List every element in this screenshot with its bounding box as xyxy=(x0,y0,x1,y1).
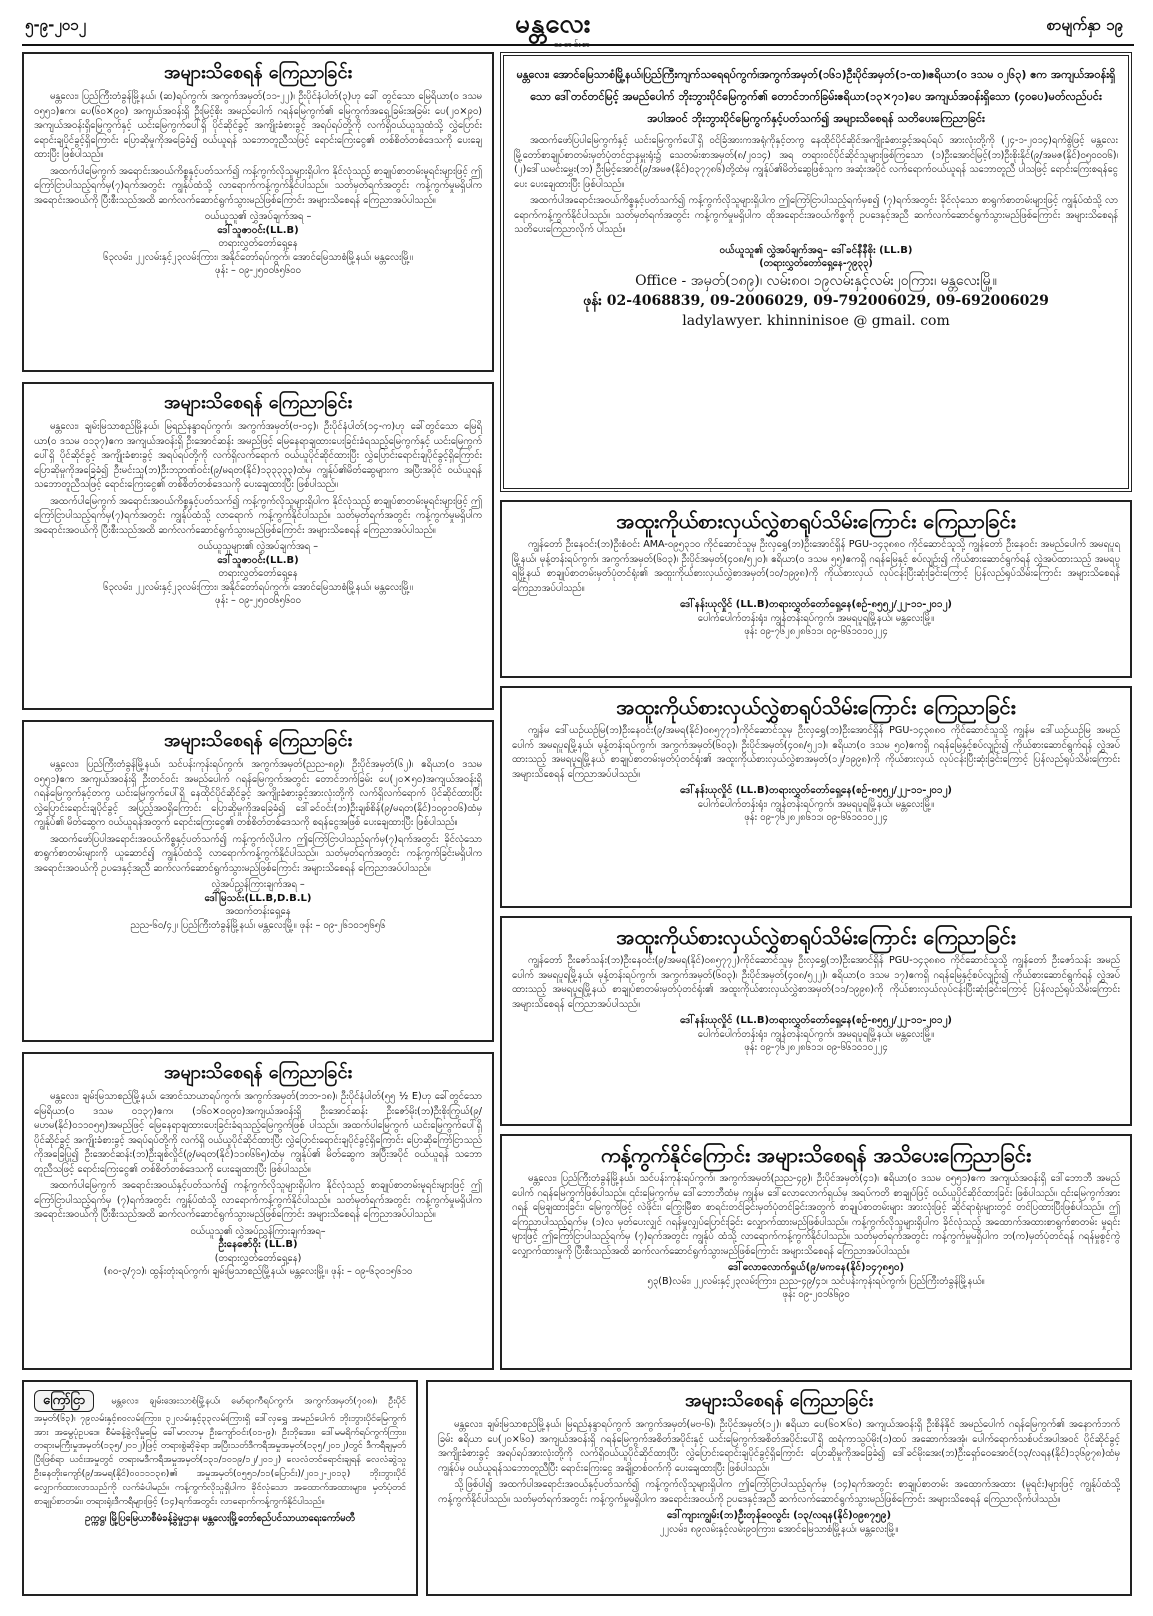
objection-body xyxy=(512,1172,1120,1259)
ad-box-3 xyxy=(22,720,494,1042)
notice-headline: မန္တလေး၊ အောင်မြေသာစံမြို့နယ်၊ပြည်ကြီးကျက်သရေရပ်ကွက်၊အကွက်အမှတ်(၁၆၁)ဦးပိုင်အမှတ်(၁-ထ)၊ဧရိယာ(၀ ဒသမ ၀၂၆၃) ဧက အကျယ်အဝန်းရှိသော ဒေါ်တင်တင်မြင့် အမည်ပေါက် ဘိုးဘွားပိုင်မြေကွက်၏ တောင်ဘက်ခြမ်းဧရိယာ(၁၃×၇၁)ပေ အကျယ်အဝန်းရှိသော (၄၀ပေ)မတ်လည်ပင်းအပါအဝင် ဘိုးဘွားပိုင်မြေကွက်နှင့်ပတ်သက်၍ အများသိစေရန် သတိပေးကြေညာခြင်း xyxy=(516,68,1116,125)
ad-paragraph: မန္တလေး၊ ချမ်းမြသာစည်မြို့နယ်၊ အောင်သာယာရပ်ကွက်၊ အကွက်အမှတ်(ဘဘ-၁၈)၊ ဦးပိုင်နံပါတ်(၅၅ ½ E)ဟု ခေါ်တွင်သော မြေရိယာ(၀ ဒသမ ၀၁၃၇)ဧက၊ (၁၆၀×၀၀၉၀)အကျယ်အဝန်းရှိ ဦးအောင်ဆန်း ဦးဇော်မိုး(ဘ)ဦးစိုးကြွယ်(၉/မဟမ(နိုင်)၀၁၁၀၅၅)အမည်ဖြင့် မြေနေရာချထားပေးခြင်းခံရသည့်မြေကွက်ဖြစ် ပါသည်။ အထက်ပါမြေကွက် ယင်းမြေကွက်ပေါ်ရှိ ပိုင်ဆိုင်ခွင့် အကျိုးခံစားခွင့် အရပ်ရပ်တို့ကို လက်ရှိ ဝယ်ယူပိုင်ဆိုင်ထားပြီး လွှဲပြောင်းရောင်းချပိုင်ခွင့်ရှိကြောင်း ပြောဆိုကြော်ငြာသည်ကိုအခြေပြု၍ ဦးအောင်ဆန်း(ဘ)ဦးချစ်လှိုင်(၉/မရတ(နိုင်)၁၁၈၆၆၅)ထံမှ ကျွန်ုပ်၏ မိတ်ဆွေက အပြီးအပိုင် ဝယ်ယူရန် သဘော တူညီသဖြင့် ရောင်းကြေးငွေ၏ တစ်စိတ်တစ်ဒေသကို ပေးချေထားပြီး ဖြစ်ပါသည်။ xyxy=(34,1091,482,1175)
ad-title: အများသိစေရန် ကြေညာခြင်း xyxy=(163,392,353,413)
sig-phone: ဖုန်း ၀၉-၇၆၂၈၂၈၆၁၁၊ ၀၉-၆၆၁၀၁၀၂၂၄ xyxy=(744,626,888,637)
ad-box-1 xyxy=(22,52,494,372)
official-notice-text: မန္တလေး၊ ချမ်းအေးသာစံမြို့နယ်၊ မော်ရာကီရပ်ကွက်၊ အကွက်အမှတ်(၇၀၈)၊ ဦးပိုင်အမှတ်(၆၃)၊ ၇၉လမ်းနှင့်၈၀လမ်းကြား၊ ၃၂လမ်းနှင့်၃၃လမ်းကြားရှိ ဒေါ်လှရွှေ အမည်ပေါက် ဘိုးဘွားပိုင်မြေကွက်အား အမွေပုံဥပဒေ၊ စီမံခန့်ခွဲလိုမှုမြေ ခေါ်မာလာမှ ဦးကျော်ဝင်း(၀၁-၉)၊ ဦးဘိုအေး၊ ဒေါ်မမရိက်ရပ်ကွက်ကြား၊ တရားမကြီးမှုအမှတ်(၁၃၅/၂၀၁၂)ဖြင့် တရားစွဲဆိုခဲ့ရာ အပြီးသတ်ဒီကရီအမှုအမှတ်(၁၃၅/၂၀၁၂)တွင် ဒီကရီချမှတ်ပြီးဖြစ်ရာ ယင်းအမှုတွင် တရားမဒီကရီအမှုအမှတ်(၁၃၁/၁၀၁၉/၁၂/၂၀၁၂) လေလံတင်ရောင်းချရန် လေလံဆွဲသူ ဦးနေတိုးကျော်(၉/အမရ(နိုင်)၀၀၁၁၁၃၈)၏ အမှုအမှတ်(၀၅၅၁/၁၁(ပြောင်း)/၂၀၁၂-၂၀၁၃) ဘိုးဘွားပိုင် လျှောက်ထားလာသည်ကို လက်ခံပါမည်။ ကန့်ကွက်လိုသူရှိပါက ခိုင်လုံသော အထောက်အထားများ၊ မှတ်ပုံတင်စာချုပ်စာတမ်း၊ တရားရုံးဒီကရီများဖြင့် (၁၄)ရက်အတွင်း လာရောက်ကန့်ကွက်နိုင်ပါသည်။ xyxy=(34,1395,406,1507)
ad-paragraph: အထက်ပါမြေကွက် အရောင်းအဝယ်ကိစ္စနှင့်ပတ်သက်၍ ကန့်ကွက်လိုသူများရှိပါက နိုင်လုံသည့် စာချုပ်စာတမ်းမူရင်းများဖြင့် ဤကြော်ငြာပါသည့်ရက်မှ(၇)ရက်အတွင်း ကျွန်ုပ်ထံသို့ လာရောက် ကန့်ကွက်နိုင်ပါသည်။ သတ်မှတ်ရက်အတွင်း ကန့်ကွက်မှုမရှိပါက အရောင်းအဝယ်ကို ပြီးစီးသည်အထိ ဆက်လက်ဆောင်ရွက်သွားမည်ဖြစ်ကြောင်း အများသိစေရန် ကြေညာအပ်ပါသည်။ xyxy=(34,495,482,536)
sig-phone: ဖုန်း – ၀၉-၂၅၀၀၆၅၆၀၀ xyxy=(215,265,301,276)
notice-signature xyxy=(514,244,1118,271)
sig-address: ၂၂လမ်း၊ ၈၉လမ်းနှင့်လမ်း၉၀ကြား၊ အောင်မြေသာစံမြို့နယ်၊ မန္တလေးမြို့။ xyxy=(659,1523,899,1535)
ad-body xyxy=(34,1090,482,1223)
sig-phone: ဖုန်း ၀၉-၂၀၁၆၆၉၀ xyxy=(782,1289,850,1300)
sig-line: ဝယ်ယူသူ၏ လွှဲအပ်ချက်အရ – xyxy=(204,211,312,222)
notice-paragraph: အထက်ပါအရောင်းအဝယ်ကိစ္စနှင့်ပတ်သက်၍ ကန့်ကွက်လိုသူများရှိပါက ဤကြော်ငြာပါသည့်ရက်မှစ၍ (၇)ရက်အတွင်း ခိုင်လုံသော စာရွက်စာတမ်းများဖြင့် ကျွန်ုပ်ထံသို့ လာရောက်ကန့်ကွက်နိုင်ပါသည်။ သတ်မှတ်ရက်အတွင်း ကန့်ကွက်မှုမရှိပါက ထိုအရောင်းအဝယ်ကိစ္စကို ဥပဒေနှင့်အညီ ဆက်လက်ဆောင်ရွက်သွားမည်ဖြစ်ကြောင်း အများသိစေရန် သတိပေးကြေညာလိုက် ပါသည်။ xyxy=(514,195,1118,235)
ad-paragraph: သို့ဖြစ်ပါ၍ အထက်ပါအရောင်းအဝယ်နှင့်ပတ်သက်၍ ကန့်ကွက်လိုသူများရှိပါက ဤကြော်ငြာပါသည့်ရက်မှ (၁၄)ရက်အတွင်း စာချုပ်စာတမ်း အထောက်အထား (မူရင်း)များဖြင့် ကျွန်ုပ်ထံသို့ ကန့်ကွက်နိုင်ပါသည်။ သတ်မှတ်ရက်အတွင်း ကန့်ကွက်မှုမရှိပါက အရောင်းအဝယ်ကို ဥပဒေနှင့်အညီ ဆက်လက်ဆောင်ရွက်သွားမည်ဖြစ်ကြောင်း အများသိစေရန် ကြေညာလိုက်ပါသည်။ xyxy=(438,1479,1120,1505)
ad-title: အများသိစေရန် ကြေညာခြင်း xyxy=(163,62,353,83)
ad-paragraph: မန္တလေး၊ ပြည်ကြီးတံခွန်မြို့နယ်၊ သင်ပန်းကုန်းရပ်ကွက်၊ အကွက်အမှတ်(ညည-၈၉)၊ ဦးပိုင်အမှတ်(၆၂)၊ ဧရိယာ(၀ ဒသမ ၀၅၅၁)ဧက အကျယ်အဝန်းရှိ ဦးတင်ဝင်း အမည်ပေါက် ဂရန်မြေကွက်အတွင်း တောင်ဘက်ခြမ်း ပေ(၂၀×၅၀)အကျယ်အဝန်းရှိ ဂရန်မြေကွက်နှင့်တကွ ယင်းမြေကွက်ပေါ်ရှိ နေထိုင်ပိုင်ဆိုင်ခွင့် အကျိုးခံစားခွင့်အားလုံးတို့ကို လက်ရှိလက်ရောက် ပိုင်ဆိုင်ထားပြီး လွှဲပြောင်းရောင်းချပိုင်ခွင့် အပြည့်အဝရှိကြောင်း ပြောဆိုမှုကိုအခြေခံ၍ ဒေါ်ခင်ဝင်း(ဘ)ဦးချစ်စိန်(၉/မရတ(နိုင်)၁၀၉၁၀၆)ထံမှ ကျွန်ုပ်၏ မိတ်ဆွေက ဝယ်ယူရန်အတွက် ရောင်းကြေးငွေ၏ တစ်စိတ်တစ်ဒေသကို စရန်ငွေအဖြစ် ပေးချေထားပြီး ဖြစ်ပါသည်။ xyxy=(34,759,482,828)
sig-name: ဒေါ်လောလောက်ရှယ်(၉/မကနေ(နိုင်)၁၄၇၈၅၀) xyxy=(727,1262,905,1273)
ad-title: အများသိစေရန် ကြေညာခြင်း xyxy=(163,1062,353,1083)
license-title: အထူးကိုယ်စားလှယ်လွှဲစာရုပ်သိမ်းကြောင်း ကြေညာခြင်း xyxy=(616,925,1016,949)
sig-name: ဒေါ်ကျားကျွမ်း(ဘ)ဦးတုန်ဝေလွင်း (၁၃/လရန(နိုင်)၀၉၈၇၅၉) xyxy=(666,1510,892,1521)
sig-title: တရားလွှတ်တော်ရှေ့နေ xyxy=(218,568,298,579)
ad-title: အများသိစေရန် ကြေညာခြင်း xyxy=(163,730,353,751)
sig-title: အထက်တန်းရှေ့နေ xyxy=(225,906,291,917)
license-body xyxy=(512,954,1120,1012)
license-box-1 xyxy=(500,500,1132,678)
ad-box-last xyxy=(426,1380,1132,1596)
phone-numbers: ဖုန်း 02-4068839, 09-2006029, 09-792006029, 09-692006029 xyxy=(583,292,1049,309)
sig-title: (တရားလွှတ်တော်ရှေ့နေ) xyxy=(214,1252,302,1264)
ad-body xyxy=(34,420,482,538)
objection-paragraph: မန္တလေး၊ ပြည်ကြီးတံခွန်မြို့နယ်၊ သင်ပန်းကုန်းရပ်ကွက်၊ အကွက်အမှတ်(ညည-၄၉)၊ ဦးပိုင်အမှတ်(၄၁)၊ ဧရိယာ(၀ ဒသမ ၀၅၅၁)ဧက အကျယ်အဝန်းရှိ ဒေါ်ဘောဘီ အမည်ပေါက် ဂရန်မြေကွက်ဖြစ်ပါသည်။ ၎င်းမြေကွက်မှ ဒေါ်ဘောဘီထံမှ ကျွန်မ ဒေါ်လောလောက်ရှယ်မှ အရပ်ကတိ စာချုပ်ဖြင့် ဝယ်ယူပိုင်ဆိုင်ထားခြင်း ဖြစ်ပါသည်။ ၎င်းမြေကွက်အား ဂရန် မြေချထားခြင်း၊ မြေကွက်ဖြင့် လဲဖိုင်း၊ ကြွေးမြီစာ စာရင်းတင်ခြင်းမှတ်ပုံတင်ခြင်းအတွက် စာချုပ်စာတမ်းများ အားလုံးဖြင့် ဆိုင်ရာရုံးများတွင် တင်ပြထားပြီးဖြစ်ပါသည်။ ဤကြေညာပါသည့်ရက်မှ (၁)လ မှတ်ပေးလျှင် ဂရန်မှုလျှပ်ပြောင်းခြင်း လျှောက်ထားမည်ဖြစ်ပါသည်။ ကန့်ကွက်လိုသူများရှိပါက ခိုင်လုံသည့် အထောက်အထားစာရွက်စာတမ်း မှုရင်းများဖြင့် ဤကြော်ငြာပါသည့်ရက်မှ (၇)ရက်အတွင်း ကျွန်ုပ် ထံသို့ လာရောက်ကန့်ကွက်နိုင်ပါသည်။ သတ်မှတ်ရက်အတွင်း ကန့်ကွက်မှုမရှိပါက ဘ(က)မှတ်ပုံတင်ရန် ဂရန်မှုစွင့်ကွဲ လျှောက်ထားမှုကို ပြီးစီးသည်အထိ ဆက်လက်ဆောင်ရွက်သွားမည်ဖြစ်ကြောင်း အများသိစေရန် ကြေညာအပ်ပါသည်။ xyxy=(512,1173,1120,1257)
sig-address: ညည-၆၀/၄၂၊ ပြည်ကြီးတံခွန်မြို့နယ်၊ မန္တလေးမြို့။ ဖုန်း – ၀၉-၂၆၁၀၁၅၆၅၆ xyxy=(130,919,386,931)
license-body xyxy=(512,724,1120,782)
notice-body xyxy=(514,134,1118,238)
sig-title: (တရားလွှတ်တော်ရှေ့နေ-၇၉၃၃) xyxy=(759,258,873,269)
sig-line: ဝယ်ယူသူများ၏ လွှဲအပ်ချက်အရ – xyxy=(198,541,318,552)
objection-notice-box xyxy=(500,1134,1132,1370)
ad-signature xyxy=(438,1509,1120,1536)
notice-contact xyxy=(514,271,1118,331)
masthead-title: မန္တလေး xyxy=(515,9,592,39)
ad-body xyxy=(34,758,482,876)
sig-name: ဒေါ်သူဇာဝင်း(LL.B) xyxy=(217,224,299,236)
email-address: ladylawyer. khinninisoe @ gmail. com xyxy=(682,312,950,329)
license-box-2 xyxy=(500,686,1132,908)
ad-paragraph: အထက်ပါမြေကွက် အရောင်းအဝယ်နှင့်ပတ်သက်၍ ကန့်ကွက်လိုသူများရှိပါက နိုင်လုံသည့် စာချုပ်စာတမ်းမူရင်းများဖြင့် ဤကြော်ငြာပါသည့်ရက်မှ (၇)ရက်အတွင်း ကျွန်ုပ်ထံသို့ လာရောက်ကန့်ကွက်နိုင်ပါသည်။ သတ်မှတ်ရက်အတွင်း ကန့်ကွက်မှုမရှိပါက အရောင်းအဝယ်ကို ပြီးစီးသည်အထိ ဆက်လက်ဆောင်ရွက်သွားမည်ဖြစ်ကြောင်း အများသိစေရန် ကြေညာအပ်ပါသည်။ xyxy=(34,1180,482,1220)
sig-address: ပေါက်ပေါက်တန်းရုံး၊ ကျွန်တန်းရပ်ကွက်၊ အမရပူရမြို့နယ်၊ မန္တလေးမြို့။ xyxy=(697,612,935,624)
ad-paragraph: အထက်ဖော်ပြပါအရောင်းအဝယ်ကိစ္စနှင့်ပတ်သက်၍ ကန့်ကွက်လိုပါက ဤကြော်ငြာပါသည့်ရက်မှ(၇)ရက်အတွင်း ခိုင်လုံသော စာရွက်စာတမ်းများကို ယူဆောင်၍ ကျွန်ုပ်ထံသို့ လာရောက်ကန့်ကွက်နိုင်ပါသည်။ သတ်မှတ်ရက်အတွင်း ကန့်ကွက်ခြင်းမရှိပါက အရောင်းအဝယ်ကို ဥပဒေနှင့်အညီ ဆက်လက်ဆောင်ရွက်သွားမည်ဖြစ်ကြောင်း အများသိစေရန် ကြေညာအပ်ပါသည်။ xyxy=(34,833,482,874)
page-number: စာမျက်နှာ ၁၉ xyxy=(1046,16,1123,34)
sig-address: ၆၃လမ်း၊ ၂၂လမ်းနှင့်၂၃လမ်းကြား၊ အနိုင်တော်ရပ်ကွက်၊ အောင်မြေသာစံမြို့နယ်၊ မန္တလေးမြို့။ xyxy=(103,251,413,263)
license-title: အထူးကိုယ်စားလှယ်လွှဲစာရုပ်သိမ်းကြောင်း ကြေညာခြင်း xyxy=(616,695,1016,719)
notice-badge: ကြော်ငြာ xyxy=(34,1390,94,1412)
sig-name: ဝယ်ယူသူ၏ လွှဲအပ်ချက်အရ– ဒေါ်ခင်နီနီစိုး (LL.B) xyxy=(719,244,913,256)
ad-signature xyxy=(34,878,482,932)
sig-name: ဒေါ်သူဇာဝင်း(LL.B) xyxy=(217,554,299,566)
objection-signature xyxy=(512,1261,1120,1302)
sig-title: တရားလွှတ်တော်ရှေ့နေ xyxy=(218,238,298,249)
ad-body xyxy=(34,90,482,208)
ad-box-2 xyxy=(22,382,494,710)
ad-paragraph: မန္တလေး၊ ပြည်ကြီးတံခွန်မြို့နယ်၊ (ဆ)ရပ်ကွက်၊ အကွက်အမှတ်(၁၁-၂၂)၊ ဦးပိုင်နံပါတ်(၃)ဟု ခေါ် တွင်သော မြေရိယာ(၀ ဒသမ ၀၅၅၁)ဧက၊ ပေ(၆၀×၉၀) အကျယ်အဝန်းရှိ ဦးမြင့်စိုး အမည်ပေါက် ဂရန်မြေကွက်၏ မြေကွက်အရှေ့ခြမ်းအခြမ်း ပေ(၂၀×၉၀) အကျယ်အဝန်းရှိမြေကွက်နှင့် ယင်းမြေကွက်ပေါ်ရှိ ပိုင်ဆိုင်ခွင့် အကျိုးခံစားခွင့် အရပ်ရပ်တို့ကို လက်ရှိဝယ်ယူသူထံသို့ လွှဲပြောင်းရောင်းချပိုင်ခွင့်ရှိကြောင်း ပြောဆိုမှုကိုအခြေခံ၍ ဝယ်ယူရန် သဘောတူညီသဖြင့် ရောင်းကြေးငွေ၏ တစ်စိတ်တစ်ဒေသကို ပေးချေထားပြီး ဖြစ်ပါသည်။ xyxy=(34,91,482,160)
license-paragraph: ကျွန်တော် ဦးဇော်သန်း(ဘ)ဦးနေဝင်း(၉/အမရ(နိုင်)၀၈၅၇၇၂)ကိုင်ဆောင်သူမှ ဦးလှရွှေ(ဘ)ဦးအောင်ရှိန် PGU-၁၄၃၈၈၀ ကိုင်ဆောင်သူသို့ ကျွန်တော် ဦးဇော်သန်း အမည်ပေါက် အမရပူရမြို့နယ်၊ မုန့်တန်းရပ်ကွက်၊ အကွက်အမှတ်(၆၀၃)၊ ဦးပိုင်အမှတ်(၄၀၈/၅၂၂)၊ ဧရိယာ(၀ ဒသမ ၁၇)ဧကရှိ ဂရန်မြေနှင့်စပ်လျဉ်း၍ ကိုယ်စားဆောင်ရွက်ရန် လွှဲအပ်ထားသည့် အမရပူရမြို့နယ် စာချုပ်စာတမ်းမှတ်ပုံတင်ရုံး၏ အထူးကိုယ်စားလှယ်လွှဲစာအမှတ်(၁၁/၁၉၉၈)ကို ကိုယ်စားလှယ်လုပ်ငန်းပြီးဆုံးခြင်းကြောင့် ပြန်လည်ရုပ်သိမ်းကြောင်း အများသိစေရန် ကြေညာအပ်ပါသည်။ xyxy=(512,955,1120,1010)
sig-name: ဒေါ်နန်းယုလှိုင် (LL.B)တရားလွှတ်တော်ရှေ့နေ(စဉ်-၈၅၅၂/၂၂-၁၁-၂၀၁၂) xyxy=(679,1015,952,1026)
ad-signature xyxy=(34,1225,482,1279)
notice-paragraph: အထက်ဖော်ပြပါမြေကွက်နှင့် ယင်းမြေကွက်ပေါ်ရှိ ဝင်ခြံအားကအရုံကိုနှင့်တကွ နေထိုင်ပိုင်ဆိုင်အကျိုးခံစားခွင့်အရပ်ရပ် အားလုံးတို့ကို (၂၄-၁-၂၀၁၄)ရက်စွဲဖြင့် မန္တလေးမြို့တော်စာချုပ်စာတမ်းမှတ်ပုံတင်ဌာနမှူးရုံး၌ သေတမ်းစာအမှတ်(၈/၂၀၁၄) အရ တရားဝင်ပိုင်ဆိုင်သူများဖြစ်ကြသော (၁)ဦးအောင်မြင့်(ဘ)ဦးစိုးနိုင်(၉/အမဇ(နိုင်)၀၅၀၀၀၆)၊ (၂)ဒေါ်ယမင်းမွှေး(ဘ) ဦးမြင့်အောင်(၉/အမဇ(နိုင်)၀၃၇၇၈၆)တို့ထံမှ ကျွန်ုပ်၏မိတ်ဆွေဖြစ်သူက အဆုံးအပိုင် လက်ရောက်ဝယ်ယူရန် သဘောတူညီ ပါသဖြင့် ရောင်းကြေးစရန်ငွေပေး ပေးချေထားပြီး ဖြစ်ပါသည်။ xyxy=(514,135,1118,190)
sig-name: ဒေါ်မြသင်း(LL.B,D.B.L) xyxy=(204,892,312,904)
license-paragraph: ကျွန်မ ဒေါ်ယဉ်ယဉ်မြ(ဘ)ဦးနေဝင်း(၉/အမရ(နိုင်)၀၈၅၇၇၁)ကိုင်ဆောင်သူမှ ဦးလှရွှေ(ဘ)ဦးအောင်ရှိန် PGU-၁၄၃၈၈၀ ကိုင်ဆောင်သူသို့ ကျွန်မ ဒေါ်ယဉ်ယဉ်မြ အမည်ပေါက် အမရပူရမြို့နယ်၊ မုန့်တန်းရပ်ကွက်၊ အကွက်အမှတ်(၆၀၃)၊ ဦးပိုင်အမှတ်(၄၀၈/၅၂၁)၊ ဧရိယာ(၀ ဒသမ ၅၀)ဧကရှိ ဂရန်မြေနှင့်စပ်လျဉ်း၍ ကိုယ်စားဆောင်ရွက်ရန် လွှဲအပ်ထားသည့် အမရပူရမြို့နယ် စာချုပ်စာတမ်းမှတ်ပုံတင်ရုံး၏ အထူးကိုယ်စားလှယ်လွှဲစာအမှတ်(၁၂/၁၉၉၈)ကို ကိုယ်စားလှယ် လုပ်ငန်းပြီးဆုံးခြင်းကြောင့် ပြန်လည်ရုပ်သိမ်းကြောင်း အများသိစေရန် ကြေညာအပ်ပါသည်။ xyxy=(512,725,1120,780)
license-signature xyxy=(512,1014,1120,1055)
office-address: Office - အမှတ်(၁၈၉)၊ လမ်း၈၀၊ ၁၉လမ်းနှင့်လမ်း၂၀ကြား၊ မန္တလေးမြို့။ xyxy=(635,272,997,289)
sig-phone: ဖုန်း ၀၉-၇၆၂၈၂၈၆၁၁၊ ၀၉-၆၆၁၀၁၀၂၂၄ xyxy=(744,1042,888,1053)
ad-paragraph: မန္တလေး၊ ချမ်းမြသာစည်မြို့နယ်၊ မြရည်နန္ဒာရပ်ကွက်၊ အကွက်အမှတ်(ဗ-၁၄)၊ ဦးပိုင်နံပါတ်(၁၄-က)ဟု ခေါ်တွင်သော မြေရိယာ(၀ ဒသမ ၀၁၃၇)ဧက အကျယ်အဝန်းရှိ ဦးအောင်ဆန်း အမည်ဖြင့် မြေနေရာချထားပေးခြင်းခံရသည့်မြေကွက်နှင့် ယင်းမြေကွက်ပေါ်ရှိ ပိုင်ဆိုင်ခွင့် အကျိုးခံစားခွင့် အရပ်ရပ်တို့ကို လက်ရှိလက်ရောက် ဝယ်ယူပိုင်ဆိုင်ထားပြီး လွှဲပြောင်းရောင်းချပိုင်ခွင့်ရှိကြောင်း ပြောဆိုမှုကိုအခြေခံ၍ ဦးမင်းသူ(ဘ)ဦးဘဉာဏ်ဝင်း(၉/မရတ(နိုင်)၁၃၃၃၃၃)ထံမှ ကျွန်ုပ်၏မိတ်ဆွေများက အပြီးအပိုင် ဝယ်ယူရန် သဘောတူညီသဖြင့် ရောင်းကြေးငွေ၏ တစ်စိတ်တစ်ဒေသကို ပေးချေထားပြီး ဖြစ်ပါသည်။ xyxy=(34,421,482,490)
issue-date: ၅-၉-၂၀၁၂ xyxy=(25,16,86,34)
sig-name: ဦးနေဇော်ဝိုး (LL.B) xyxy=(218,1239,298,1250)
license-signature xyxy=(512,784,1120,825)
sig-name: ဒေါ်နန်းယုလှိုင် (LL.B)တရားလွှတ်တော်ရှေ့နေ(စဉ်-၈၅၅၂/၂၂-၁၁-၂၀၁၂) xyxy=(679,785,952,796)
sig-phone: ဖုန်း ၀၉-၇၆၂၈၂၈၆၁၁၊ ၀၉-၆၆၁၀၁၀၂၂၄ xyxy=(744,812,888,823)
license-paragraph: ကျွန်တော် ဦးနေဝင်း(ဘ)ဦးစံဝင်း AMA-၀၉၅၃၁၀ ကိုင်ဆောင်သူမှ ဦးလှရွှေ(ဘ)ဦးအောင်ရှိန် PGU-၁၄၃၈၈၀ ကိုင်ဆောင်သူသို့ ကျွန်တော် ဦးနေဝင်း အမည်ပေါက် အမရပူရမြို့နယ်၊ မုန့်တန်းရပ်ကွက်၊ အကွက်အမှတ်(၆၀၃)၊ ဦးပိုင်အမှတ်(၄၀၈/၅၂၀)၊ ဧရိယာ(၀ ဒသမ ၅၅)ဧကရှိ ဂရန်မြေနှင့် စပ်လျဉ်း၍ ကိုယ်စားဆောင်ရွက်ရန် လွှဲအပ်ထားသည့် အမရပူရမြို့နယ် စာချုပ်စာတမ်းမှတ်ပုံတင်ရုံး၏ အထူးကိုယ်စားလှယ်လွှဲစာအမှတ်(၁၀/၁၉၉၈)ကို ကိုယ်စားလှယ် လုပ်ငန်းပြီးဆုံးခြင်းကြောင့် ပြန်လည်ရုပ်သိမ်းကြောင်း အများသိစေရန် ကြေညာအပ်ပါသည်။ xyxy=(512,539,1120,594)
ad-paragraph: မန္တလေး၊ ချမ်းမြသာစည်မြို့နယ်၊ မြရည်နန္ဒာရပ်ကွက် အကွက်အမှတ်(မဗ-၆)၊ ဦးပိုင်အမှတ်(၁၂)၊ ဧရိယာ ပေ(၆၀×၆၀) အကျယ်အဝန်းရှိ ဦးစိန်နိုင် အမည်ပေါက် ဂရန်မြေကွက်၏ အနောက်ဘက်ခြမ်း ဧရိယာ ပေ(၂၀×၆၀) အကျယ်အဝန်းရှိ ဂရန်မြေကွက်အစိတ်အပိုင်းနှင့် ယင်းမြေကွက်အစိတ်အပိုင်းပေါ်ရှိ ထရံကာသွပ်မိုး(၁)ထပ် အဆောက်အအုံ၊ ပေါက်ရောက်သစ်ပင်အပါအဝင် ပိုင်ဆိုင်ခွင့်အကျိုးခံစားခွင့် အရပ်ရပ်အားလုံးတို့ကို လက်ရှိဝယ်ယူပိုင်ဆိုင်ထားပြီး လွှဲပြောင်းရောင်းချပိုင်ခွင့်ရှိကြောင်း ပြောဆိုမှုကိုအခြေခံ၍ ဒေါ်ခင်မိုးအေး(ဘ)ဦးရှော်ဝေအောင်(၁၃/လရန(နိုင်)၁၃၆၉၇၈)ထံမှ ကျွန်ုပ်မှ ဝယ်ယူရန်သဘောတူညီပြီး ရောင်းကြေးငွေ အချို့တစ်ဝက်ကို ပေးချေထားပြီး ဖြစ်ပါသည်။ xyxy=(438,1419,1120,1474)
official-notice-body xyxy=(34,1390,406,1508)
official-notice-footer: ဥက္ကဋ္ဌ၊ မြို့ပြမြေယာစီမံခန့်ခွဲမှုဌာန၊ မန္တလေးမြို့တော်စည်ပင်သာယာရေးကော်မတီ xyxy=(85,1513,355,1525)
public-notice-box xyxy=(500,52,1132,492)
ad-body xyxy=(438,1418,1120,1507)
objection-title: ကန့်ကွက်နိုင်ကြောင်း အများသိစေရန် အသိပေးကြေညာခြင်း xyxy=(600,1143,1032,1167)
license-signature xyxy=(512,598,1120,639)
license-title: အထူးကိုယ်စားလှယ်လွှဲစာရုပ်သိမ်းကြောင်း ကြေညာခြင်း xyxy=(616,509,1016,533)
sig-address: ပေါက်ပေါက်တန်းရုံး၊ ကျွန်တန်းရပ်ကွက်၊ အမရပူရမြို့နယ်၊ မန္တလေးမြို့။ xyxy=(697,798,935,810)
ad-signature xyxy=(34,540,482,608)
page-header xyxy=(0,0,1153,50)
sig-address: ပေါက်ပေါက်တန်းရုံး၊ ကျွန်တန်းရပ်ကွက်၊ အမရပူရမြို့နယ်၊ မန္တလေးမြို့။ xyxy=(697,1028,935,1040)
sig-line: ဝယ်ယူသူ၏ လွှဲအပ်ညွှန်ကြားချက်အရ– xyxy=(190,1225,326,1237)
ad-paragraph: အထက်ပါမြေကွက် အရောင်းအဝယ်ကိစ္စနှင့်ပတ်သက်၍ ကန့်ကွက်လိုသူများရှိပါက နိုင်လုံသည့် စာချုပ်စာတမ်းမူရင်းများဖြင့် ဤကြော်ငြာပါသည့်ရက်မှ(၇)ရက်အတွင်း ကျွန်ုပ်ထံသို့ လာရောက်ကန့်ကွက်နိုင်ပါသည်။ သတ်မှတ်ရက်အတွင်း ကန့်ကွက်မှုမရှိပါက အရောင်းအဝယ်ကို ပြီးစီးသည်အထိ ဆက်လက်ဆောင်ရွက်သွားမည်ဖြစ်ကြောင်း အများသိစေရန် ကြေညာအပ်ပါသည်။ xyxy=(34,165,482,206)
official-notice-box xyxy=(22,1380,418,1596)
ad-box-4 xyxy=(22,1052,494,1370)
ad-signature xyxy=(34,210,482,278)
sig-name: ဒေါ်နန်းယုလှိုင် (LL.B)တရားလွှတ်တော်ရှေ့နေ(စဉ်-၈၅၅၂/၂၂-၁၁-၂၀၁၂) xyxy=(679,599,952,610)
sig-address: ၆၃လမ်း၊ ၂၂လမ်းနှင့်၂၃လမ်းကြား၊ အနိုင်တော်ရပ်ကွက်၊ အောင်မြေသာစံမြို့နယ်၊ မန္တလေးမြို့။ xyxy=(103,581,413,593)
sig-phone: ဖုန်း – ၀၉-၂၅၀၀၆၅၆၀၀ xyxy=(215,595,301,606)
header-rule xyxy=(22,44,1134,46)
sig-line: လွှဲအပ်ညွှန်ကြားချက်အရ – xyxy=(211,879,305,890)
license-body xyxy=(512,538,1120,596)
ad-title: အများသိစေရန် ကြေညာခြင်း xyxy=(684,1390,874,1411)
sig-address: (၈၀-၃/၇၁)၊ ထွန်းတုံးရပ်ကွက်၊ ချမ်းမြသာစည်မြို့နယ်၊ မန္တလေးမြို့။ ဖုန်း – ၀၉-၆၃၀၁၅၆၁၀ xyxy=(103,1266,413,1277)
license-box-3 xyxy=(500,916,1132,1126)
sig-address: ၅၃(B)လမ်း၊ ၂၂လမ်းနှင့်၂၃လမ်းကြား၊ ညည-၄၉/၄၁၊ သင်ပန်းကုန်းရပ်ကွက်၊ ပြည်ကြီးတံခွန်မြို့နယ်။ xyxy=(647,1275,985,1287)
